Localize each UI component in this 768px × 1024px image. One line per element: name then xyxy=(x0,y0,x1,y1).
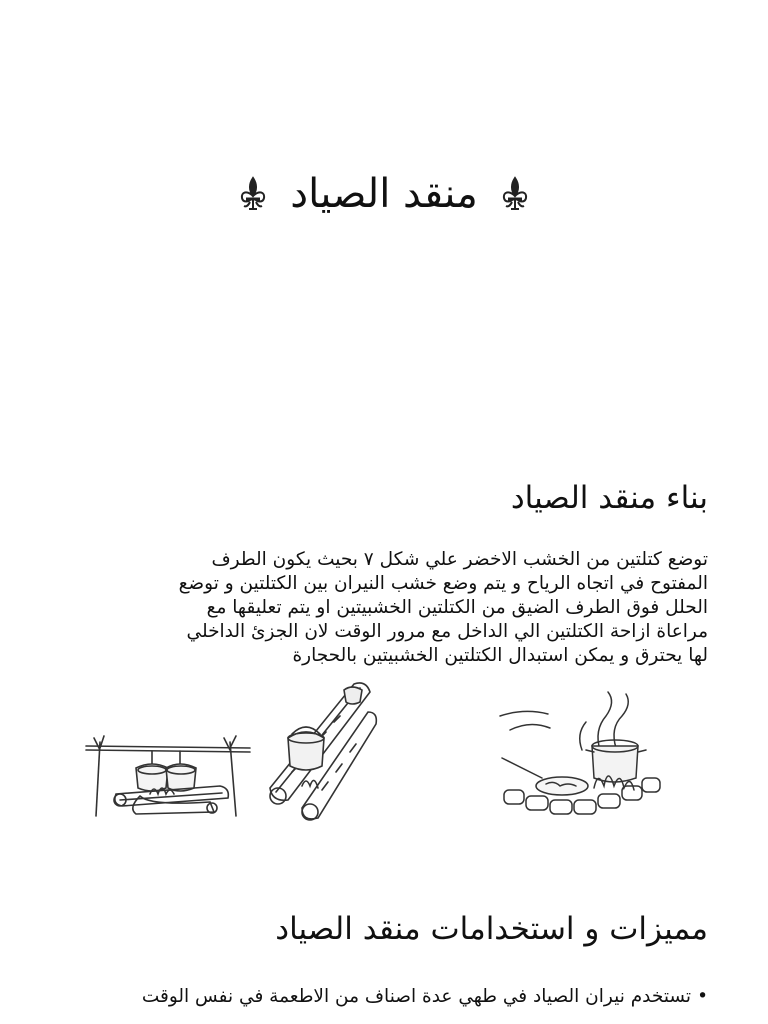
slide-title-row xyxy=(0,162,768,226)
description-line: الحلل فوق الطرف الضيق من الكتلتين الخشبيتين او يتم تعليقها مع xyxy=(206,597,708,618)
hanging-pots-over-logs-icon xyxy=(80,676,255,830)
list-item xyxy=(88,985,708,1009)
build-description xyxy=(63,548,708,668)
bullet-symbol: • xyxy=(697,986,708,1007)
build-section-heading: بناء منقد الصياد xyxy=(510,480,708,516)
scout-fleur-de-lis-icon xyxy=(238,176,268,212)
description-line: لها يحترق و يمكن استبدال الكتلتين الخشبيتين بالحجارة xyxy=(292,645,708,666)
pot-on-log-fire-icon xyxy=(262,676,380,826)
stone-fire-pot-and-pan-icon xyxy=(490,690,668,828)
bullet-text: تستخدم نيران الصياد في طهي عدة اصناف من الاطعمة في نفس الوقت xyxy=(141,986,692,1007)
slide-title: منقد الصياد xyxy=(290,171,478,217)
uses-section-heading: مميزات و استخدامات منقد الصياد xyxy=(275,911,708,947)
description-line: المفتوح في اتجاه الرياح و يتم وضع خشب النيران بين الكتلتين و توضع xyxy=(178,573,708,594)
description-line: مراعاة ازاحة الكتلتين الي الداخل مع مرور الوقت لان الجزئ الداخلي xyxy=(186,621,708,642)
description-line: توضع كتلتين من الخشب الاخضر علي شكل ٧ بحيث يكون الطرف xyxy=(211,549,708,570)
scout-fleur-de-lis-icon xyxy=(500,176,530,212)
